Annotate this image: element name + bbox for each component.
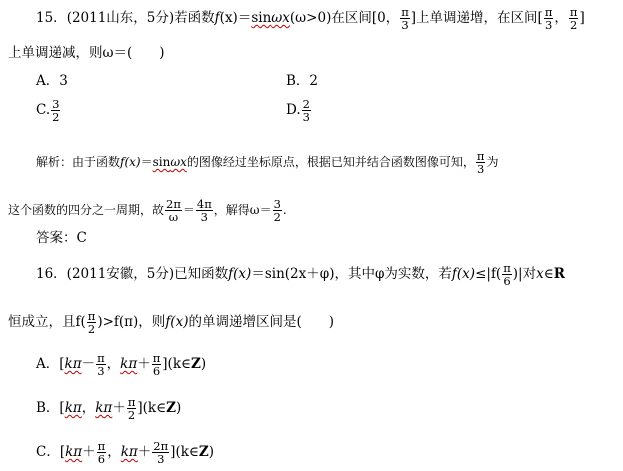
frac-num: π	[544, 5, 553, 19]
q16-text: 的单调递增区间是( )	[188, 314, 335, 330]
frac-num: 2π	[153, 439, 169, 453]
option-label: B．[	[36, 400, 65, 416]
fraction-3-2	[51, 98, 60, 123]
q15-option-d	[286, 98, 312, 123]
q16-text: )>f(π)，则	[97, 314, 166, 330]
math-x: (x)	[219, 10, 238, 26]
math-fx: f(x)	[120, 155, 141, 169]
math-fx: f(x)	[165, 314, 189, 330]
q15-option-b: B．2	[286, 73, 319, 89]
math-f: f	[214, 10, 220, 26]
math-kpi: kπ	[120, 444, 138, 460]
math-kpi: kπ	[120, 356, 138, 372]
frac-den: 3	[200, 210, 208, 224]
fraction-pi-6	[97, 440, 107, 465]
math-R: R	[553, 266, 565, 282]
q16-text: 恒成立，且f(	[8, 314, 86, 330]
q15-condition: (ω>0)在区间[0，	[289, 10, 400, 26]
option-label: C.	[36, 102, 51, 118]
fraction-pi-3	[476, 150, 486, 175]
frac-num: π	[97, 351, 105, 365]
frac-den: 2	[127, 408, 136, 422]
frac-num: π	[152, 351, 161, 365]
q16-text: ≤|f(	[475, 266, 502, 282]
period: .	[282, 203, 287, 217]
q16-option-b	[36, 396, 181, 421]
frac-num: 2	[302, 97, 310, 111]
q16-option-a	[36, 352, 206, 377]
fraction-2pi-w	[165, 198, 182, 223]
frac-den: ω	[168, 210, 179, 224]
math-fx: f(x)	[451, 266, 476, 282]
comma: ，	[81, 400, 96, 416]
frac-num: π	[127, 395, 136, 409]
q15-number: 15．	[36, 10, 67, 26]
analysis-text: 的图像经过坐标原点，根据已知并结合函数图像可知，	[186, 155, 475, 169]
q15-source: (2011山东，5分)	[66, 10, 175, 26]
q15-option-a: A．3	[36, 73, 68, 89]
math-op: ＋	[137, 444, 152, 460]
frac-num: 3	[52, 97, 60, 111]
math-text: ](k∈	[137, 400, 167, 416]
answer-line: 答案：C	[36, 230, 87, 246]
math-op: ＋	[137, 356, 151, 372]
option-label: D.	[286, 102, 301, 118]
math-op: －	[81, 356, 96, 372]
analysis-text: 这个函数的四分之一周期，故	[8, 203, 165, 217]
frac-den: 3	[544, 18, 553, 32]
analysis-line1	[36, 150, 499, 175]
q15-text2: ]上单调递增，在区间[	[410, 10, 543, 26]
fraction-pi-2	[569, 6, 579, 31]
math-op: ＋	[112, 400, 126, 416]
math-wx: ωx	[170, 155, 187, 169]
frac-num: 4π	[196, 197, 212, 211]
frac-den: 2	[87, 322, 96, 336]
math-kpi: kπ	[95, 400, 113, 416]
math-text: ](k∈	[170, 444, 199, 460]
q16-text: )|对	[512, 266, 537, 282]
frac-num: 3	[273, 197, 281, 211]
math-sin-wx	[251, 10, 290, 26]
math-fx: f(x)	[228, 266, 252, 282]
math-kpi: kπ	[64, 356, 82, 372]
frac-den: 2	[52, 110, 60, 124]
frac-num: π	[401, 5, 409, 19]
q15-stem-line2: 上单调递减，则ω＝( )	[8, 45, 165, 61]
math-text: ](k∈	[162, 356, 191, 372]
comma: ，	[107, 444, 121, 460]
q16-stem-line2	[8, 310, 334, 335]
fraction-2-3	[302, 98, 311, 123]
fraction-pi-3	[400, 6, 410, 31]
q16-option-c	[36, 440, 214, 465]
frac-den: 3	[97, 364, 105, 378]
frac-den: 3	[157, 452, 165, 466]
q16-text: ＝sin(2x＋φ)，其中φ为实数，若	[251, 266, 452, 282]
analysis-text: ，解得ω＝	[213, 203, 272, 217]
math-eq: ＝	[140, 155, 153, 169]
math-sin-wx	[153, 155, 187, 169]
math-text: )	[200, 356, 207, 372]
q15-option-c	[36, 98, 61, 123]
math-eq: ＝	[182, 203, 195, 217]
frac-num: 2π	[166, 197, 181, 211]
option-label: C．[	[36, 444, 66, 460]
math-Z: Z	[191, 356, 201, 372]
frac-den: 6	[503, 274, 511, 288]
fraction-3-2	[273, 198, 282, 223]
math-text: )	[208, 444, 215, 460]
math-kpi: kπ	[64, 400, 82, 416]
frac-num: π	[476, 149, 485, 163]
math-kpi: kπ	[65, 444, 83, 460]
frac-den: 6	[97, 452, 106, 466]
fraction-2pi-3	[152, 440, 169, 465]
frac-den: 3	[302, 110, 310, 124]
q16-text: 16．(2011安徽，5分)已知函数	[36, 266, 229, 282]
analysis-line2	[8, 198, 287, 223]
math-in: ∈	[543, 266, 554, 282]
math-Z: Z	[166, 400, 176, 416]
analysis-text: 为	[486, 155, 499, 169]
frac-den: 3	[477, 162, 485, 176]
option-label: A．[	[36, 356, 65, 372]
fraction-pi-6	[502, 262, 512, 287]
frac-den: 2	[570, 18, 578, 32]
frac-num: π	[87, 309, 96, 323]
math-Z: Z	[198, 444, 209, 460]
comma: ，	[554, 10, 568, 26]
math-eq: ＝	[237, 10, 252, 26]
frac-den: 6	[152, 364, 161, 378]
analysis-label: 解析：由于函数	[36, 155, 121, 169]
frac-num: π	[503, 261, 511, 275]
frac-den: 2	[273, 210, 281, 224]
q16-stem-line1	[36, 262, 565, 287]
frac-num: π	[569, 5, 578, 19]
frac-den: 3	[401, 18, 409, 32]
bracket: ]	[579, 10, 585, 26]
math-wx: ωx	[271, 10, 290, 26]
math-sin: sin	[251, 10, 272, 26]
math-text: )	[175, 400, 182, 416]
math-x: x	[536, 266, 544, 282]
fraction-pi-2	[127, 396, 137, 421]
fraction-pi-3	[96, 352, 106, 377]
math-sin: sin	[152, 155, 171, 169]
q15-stem-line1	[36, 6, 585, 31]
fraction-pi-3b	[544, 6, 554, 31]
fraction-4pi-3	[196, 198, 213, 223]
fraction-pi-2	[87, 310, 97, 335]
q15-text: 若函数	[174, 10, 215, 26]
fraction-pi-6	[152, 352, 162, 377]
math-op: ＋	[82, 444, 96, 460]
comma: ，	[106, 356, 121, 372]
frac-num: π	[97, 439, 106, 453]
